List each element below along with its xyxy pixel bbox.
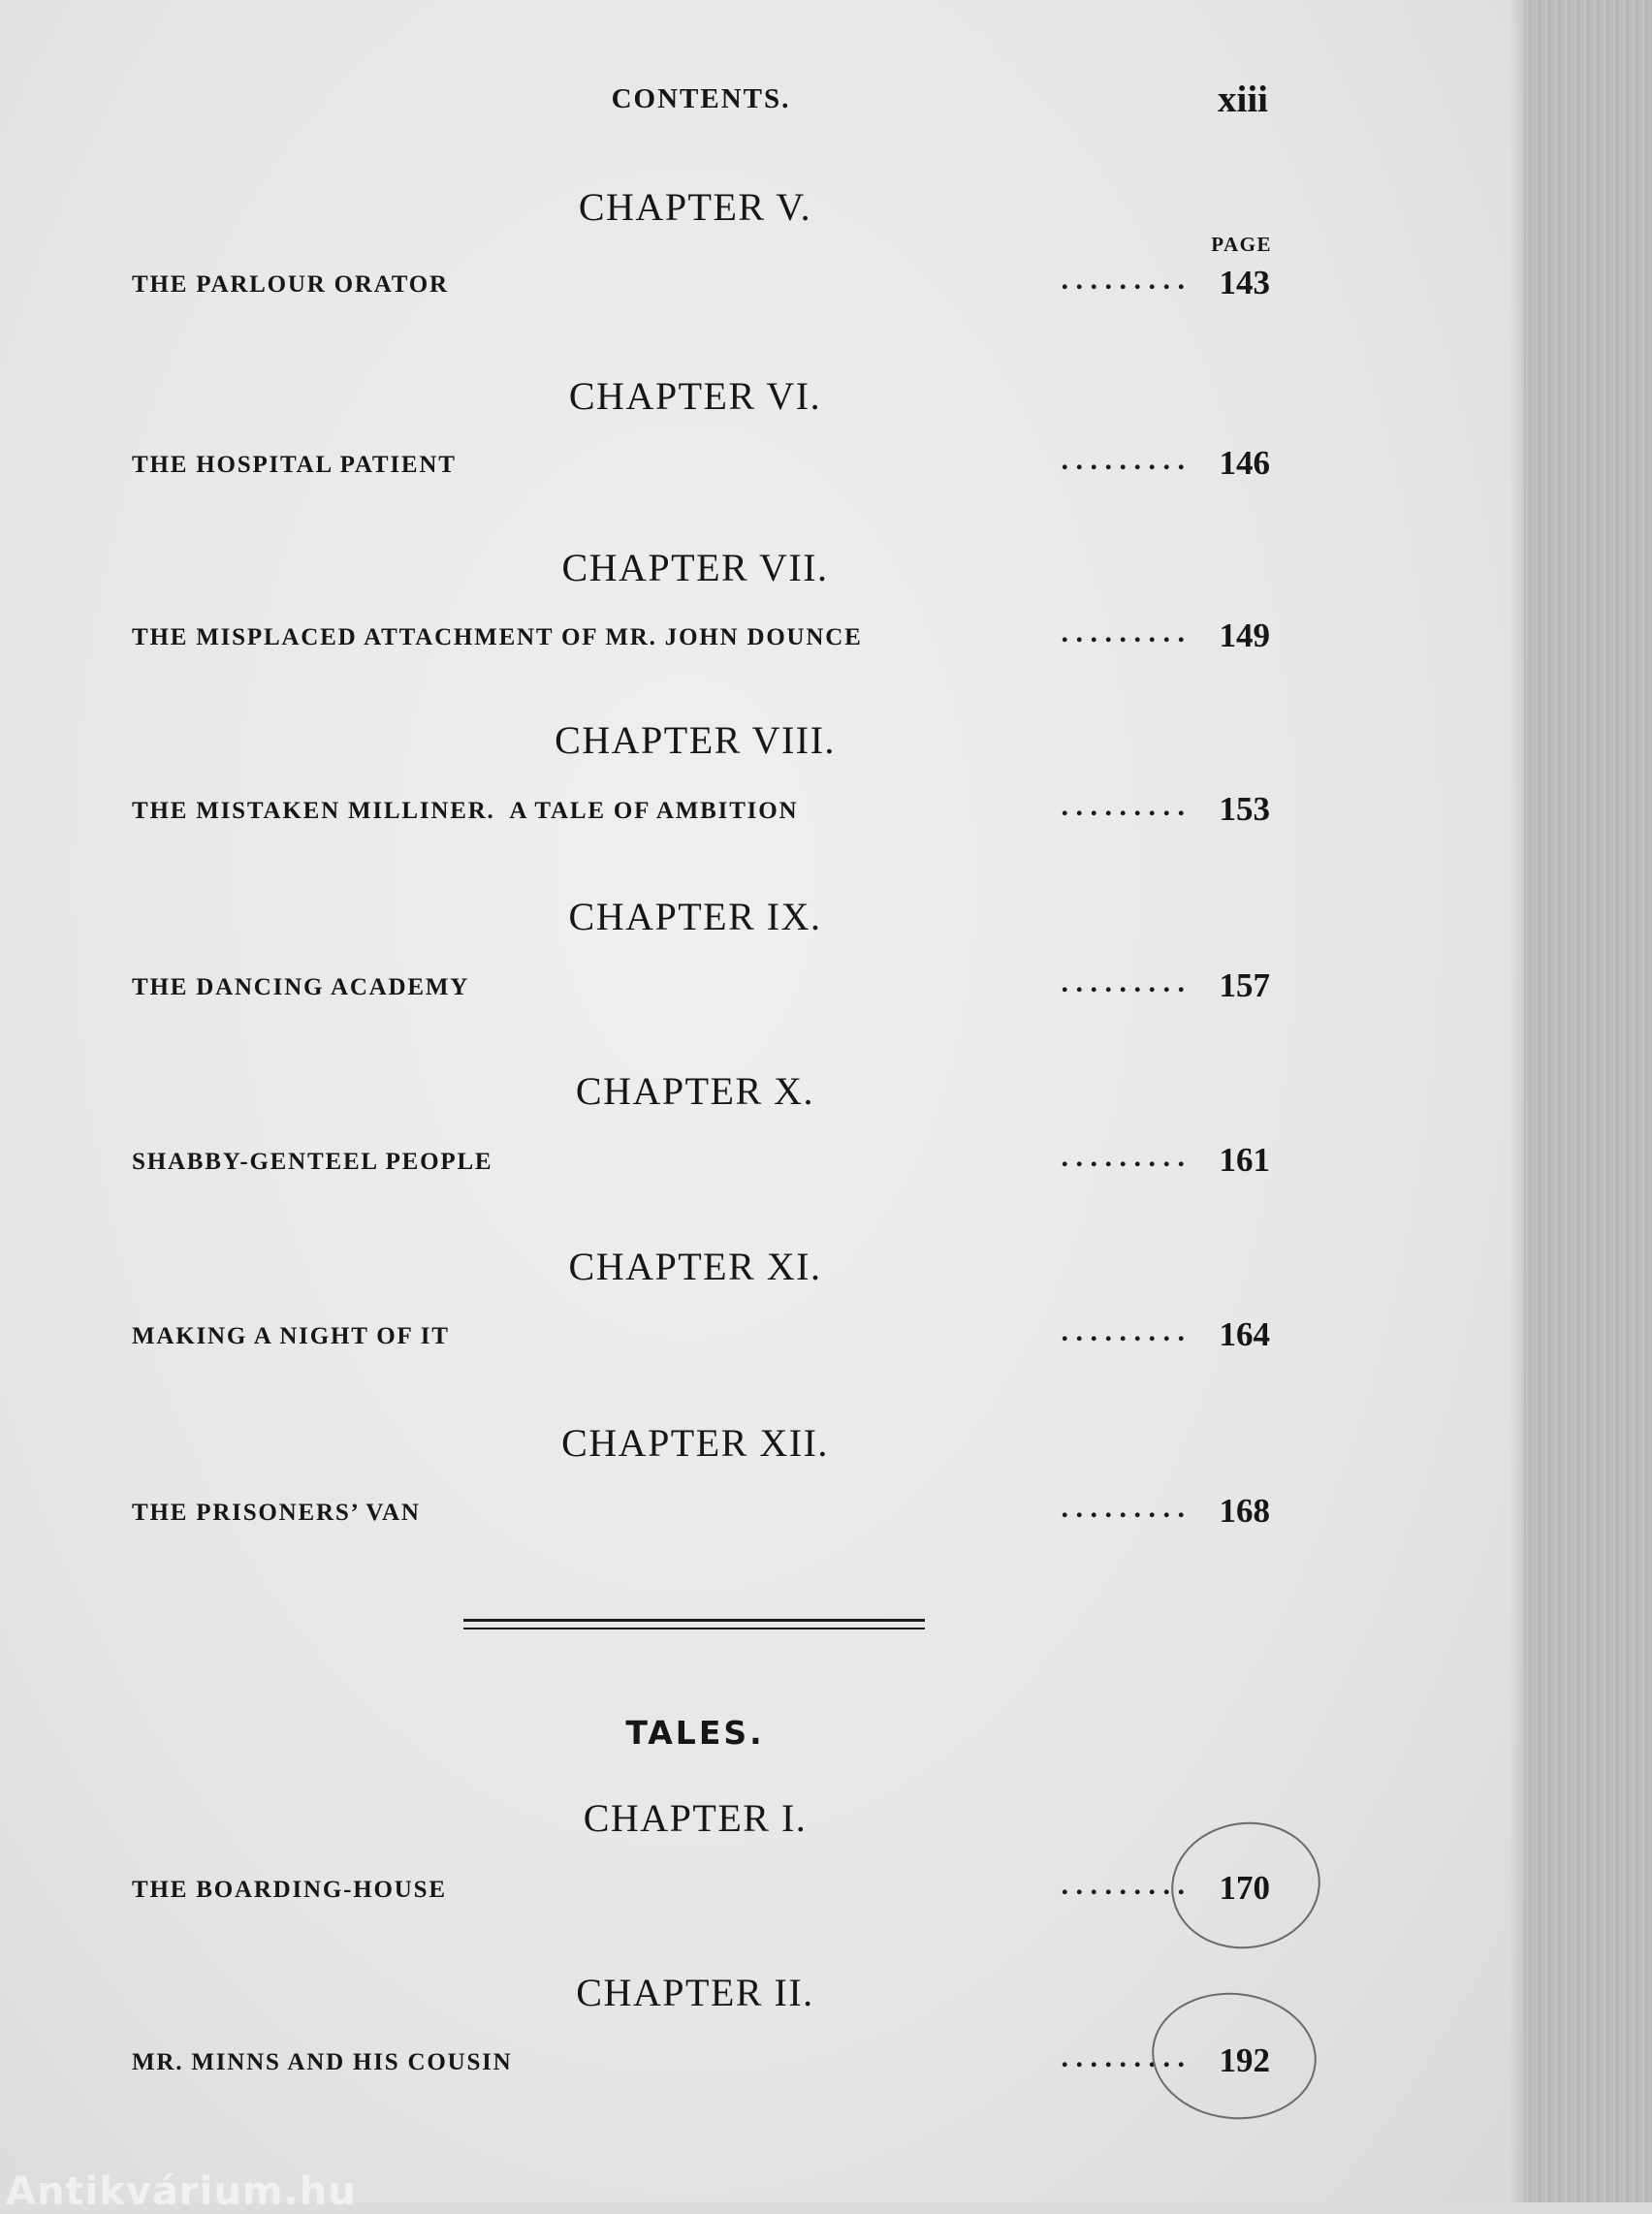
dot-leader: . . . . . . . . . <box>1061 444 1185 476</box>
entry-page: 161 <box>1219 1141 1270 1179</box>
chapter-heading: CHAPTER VI. <box>568 374 822 418</box>
chapter-heading: CHAPTER XII. <box>561 1421 829 1465</box>
dot-leader: . . . . . . . . . <box>1061 966 1185 998</box>
section-heading-tales: TALES. <box>625 1714 765 1752</box>
dot-leader: . . . . . . . . . <box>1061 1141 1185 1173</box>
entry-page: 164 <box>1219 1315 1270 1353</box>
dot-leader: . . . . . . . . . <box>1061 617 1185 648</box>
entry-title: THE MISTAKEN MILLINER. A TALE OF AMBITION <box>132 798 799 824</box>
toc-entry[interactable] <box>132 617 1270 655</box>
chapter-heading: CHAPTER VII. <box>561 546 829 589</box>
page-number: xiii <box>1217 79 1268 120</box>
toc-entry[interactable] <box>132 444 1270 483</box>
watermark: Antikvárium.hu <box>6 2169 357 2214</box>
entry-title: THE HOSPITAL PATIENT <box>132 452 457 478</box>
toc-entry[interactable] <box>132 1315 1270 1354</box>
entry-title: THE BOARDING-HOUSE <box>132 1877 447 1903</box>
entry-title: THE PARLOUR ORATOR <box>132 271 449 298</box>
entry-page: 168 <box>1219 1492 1270 1530</box>
toc-entry[interactable] <box>132 2041 1270 2080</box>
section-divider-rule <box>463 1619 925 1622</box>
entry-title: SHABBY-GENTEEL PEOPLE <box>132 1149 493 1175</box>
chapter-heading: CHAPTER X. <box>575 1069 815 1113</box>
entry-page: 149 <box>1219 617 1270 654</box>
dot-leader: . . . . . . . . . <box>1061 1315 1185 1347</box>
chapter-heading: CHAPTER XI. <box>568 1245 822 1288</box>
entry-page: 146 <box>1219 444 1270 482</box>
toc-entry[interactable] <box>132 264 1270 302</box>
dot-leader: . . . . . . . . . <box>1061 2041 1185 2073</box>
entry-title: THE PRISONERS’ VAN <box>132 1500 421 1526</box>
entry-title: THE DANCING ACADEMY <box>132 974 470 1000</box>
dot-leader: . . . . . . . . . <box>1061 1869 1185 1901</box>
entry-page: 157 <box>1219 966 1270 1004</box>
toc-entry[interactable] <box>132 1141 1270 1180</box>
toc-entry[interactable] <box>132 1492 1270 1531</box>
entry-title: THE MISPLACED ATTACHMENT OF MR. JOHN DOUNCE <box>132 624 863 650</box>
chapter-heading: CHAPTER VIII. <box>555 718 836 762</box>
toc-entry[interactable] <box>132 966 1270 1005</box>
running-title: CONTENTS. <box>611 83 791 114</box>
page-stack-edge <box>1524 0 1652 2202</box>
dot-leader: . . . . . . . . . <box>1061 264 1185 296</box>
toc-entry[interactable] <box>132 790 1270 829</box>
dot-leader: . . . . . . . . . <box>1061 790 1185 822</box>
entry-page: 153 <box>1219 790 1270 828</box>
entry-title: MR. MINNS AND HIS COUSIN <box>132 2049 513 2075</box>
entry-page: 143 <box>1219 264 1270 301</box>
chapter-heading: CHAPTER IX. <box>568 895 822 938</box>
entry-title: MAKING A NIGHT OF IT <box>132 1323 450 1349</box>
chapter-heading: CHAPTER II. <box>576 1971 814 2014</box>
chapter-heading: CHAPTER I. <box>583 1796 808 1840</box>
entry-page: 170 <box>1219 1869 1270 1907</box>
page-column-label: PAGE <box>1211 233 1272 256</box>
entry-page: 192 <box>1219 2041 1270 2079</box>
toc-entry[interactable] <box>132 1869 1270 1908</box>
dot-leader: . . . . . . . . . <box>1061 1492 1185 1524</box>
chapter-heading: CHAPTER V. <box>578 185 812 229</box>
section-divider-rule <box>463 1628 925 1629</box>
